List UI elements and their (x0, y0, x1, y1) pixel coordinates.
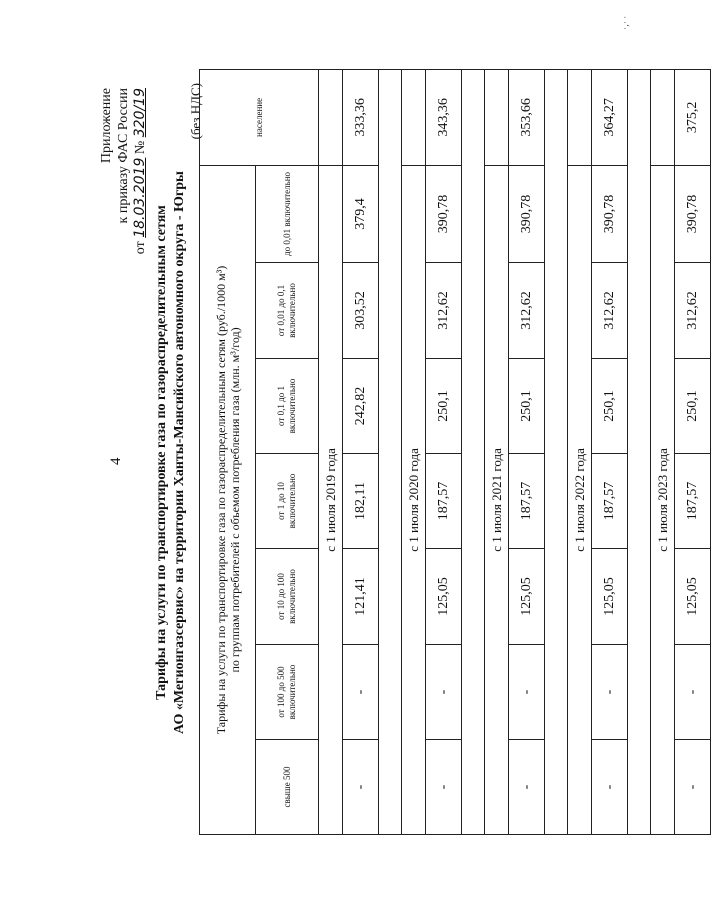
order-date: 18.03.2019 (132, 157, 148, 238)
period-label: с 1 июля 2022 года (568, 165, 592, 834)
column-header: население (200, 69, 319, 165)
tariff-value-cell: 242,82 (343, 359, 379, 454)
tariff-value-cell: 182,11 (343, 454, 379, 549)
tariff-value-cell: 121,41 (343, 549, 379, 645)
title-line-2: АО «Мегионгазсервис» на территории Ханты-Мансийского автономного округа - Югры (172, 171, 187, 734)
appendix-label: Приложение (99, 88, 114, 164)
tariff-value-cell: - (675, 740, 711, 835)
appendix-date-line (132, 88, 149, 254)
tariff-value-cell: - (343, 740, 379, 835)
tariff-value-cell: 250,1 (592, 359, 628, 454)
column-header: от 100 до 500 включительно (256, 645, 319, 740)
tariff-value-cell: 390,78 (675, 165, 711, 262)
tariff-table (199, 69, 711, 835)
period-label: с 1 июля 2019 года (319, 165, 343, 834)
tariff-value-cell: 364,27 (592, 69, 628, 165)
tariff-value-cell: 125,05 (592, 549, 628, 645)
spacer-cell (545, 69, 568, 834)
tariff-value-cell: 187,57 (675, 454, 711, 549)
table-row (675, 69, 711, 834)
tariff-value-cell: 250,1 (509, 359, 545, 454)
table-caption (200, 165, 256, 834)
empty-cell (485, 69, 509, 165)
tariff-value-cell: 187,57 (509, 454, 545, 549)
column-header: от 1 до 10 включительно (256, 454, 319, 549)
tariff-value-cell: 125,05 (675, 549, 711, 645)
appendix-order-ref: к приказу ФАС России (116, 88, 131, 224)
tariff-value-cell: 390,78 (426, 165, 462, 262)
caption-line-2: по группам потребителей с объемом потребления газа (млн. м³/год) (227, 327, 242, 673)
number-prefix: № (133, 140, 148, 155)
tariff-value-cell: - (675, 645, 711, 740)
tariff-value-cell: 303,52 (343, 263, 379, 359)
tariff-value-cell: 125,05 (426, 549, 462, 645)
tariff-value-cell: 312,62 (509, 263, 545, 359)
tariff-value-cell: 312,62 (675, 263, 711, 359)
tariff-value-cell: 343,36 (426, 69, 462, 165)
table-row (343, 69, 379, 834)
table-row (426, 69, 462, 834)
empty-cell (568, 69, 592, 165)
table-row (592, 69, 628, 834)
tariff-value-cell: 379,4 (343, 165, 379, 262)
period-label: с 1 июля 2020 года (402, 165, 426, 834)
tariff-value-cell: - (592, 740, 628, 835)
tariff-value-cell: 390,78 (509, 165, 545, 262)
tariff-value-cell: 125,05 (509, 549, 545, 645)
spacer-cell (628, 69, 651, 834)
document-title (153, 0, 189, 905)
tariff-value-cell: 353,66 (509, 69, 545, 165)
tariff-value-cell: 390,78 (592, 165, 628, 262)
title-line-1: Тарифы на услуги по транспортировке газа по газораспределительным сетям (154, 205, 169, 700)
spacer-cell (462, 69, 485, 834)
column-header: от 10 до 100 включительно (256, 549, 319, 645)
table-row (509, 69, 545, 834)
tariff-value-cell: 312,62 (426, 263, 462, 359)
tariff-value-cell: 375,2 (675, 69, 711, 165)
page-number: 4 (108, 457, 124, 465)
period-label: с 1 июля 2023 года (651, 165, 675, 834)
column-header: до 0,01 включительно (256, 165, 319, 262)
margin-marks: ·‚· · (620, 15, 630, 30)
tariff-value-cell: - (509, 645, 545, 740)
tariff-value-cell: - (509, 740, 545, 835)
tariff-value-cell: 250,1 (426, 359, 462, 454)
tariff-value-cell: - (426, 645, 462, 740)
appendix-block (98, 88, 149, 254)
date-prefix: от (133, 241, 148, 255)
column-header: от 0,1 до 1 включительно (256, 359, 319, 454)
period-label: с 1 июля 2021 года (485, 165, 509, 834)
tariff-table-body (200, 69, 711, 834)
tariff-value-cell: - (343, 645, 379, 740)
order-number: 320/19 (132, 88, 148, 138)
tariff-value-cell: 250,1 (675, 359, 711, 454)
column-header: от 0,01 до 0,1 включительно (256, 263, 319, 359)
tariff-value-cell: 312,62 (592, 263, 628, 359)
column-header: свыше 500 (256, 740, 319, 835)
tariff-value-cell: 333,36 (343, 69, 379, 165)
tariff-value-cell: 187,57 (426, 454, 462, 549)
tariff-value-cell: - (592, 645, 628, 740)
empty-cell (319, 69, 343, 165)
caption-line-1: Тарифы на услуги по транспортировке газа по газораспределительным сетям (руб./1000 м³) (213, 265, 228, 735)
spacer-cell (379, 69, 402, 834)
tariff-value-cell: 187,57 (592, 454, 628, 549)
empty-cell (402, 69, 426, 165)
tariff-value-cell: - (426, 740, 462, 835)
vat-note: (без НДС) (188, 83, 203, 140)
empty-cell (651, 69, 675, 165)
